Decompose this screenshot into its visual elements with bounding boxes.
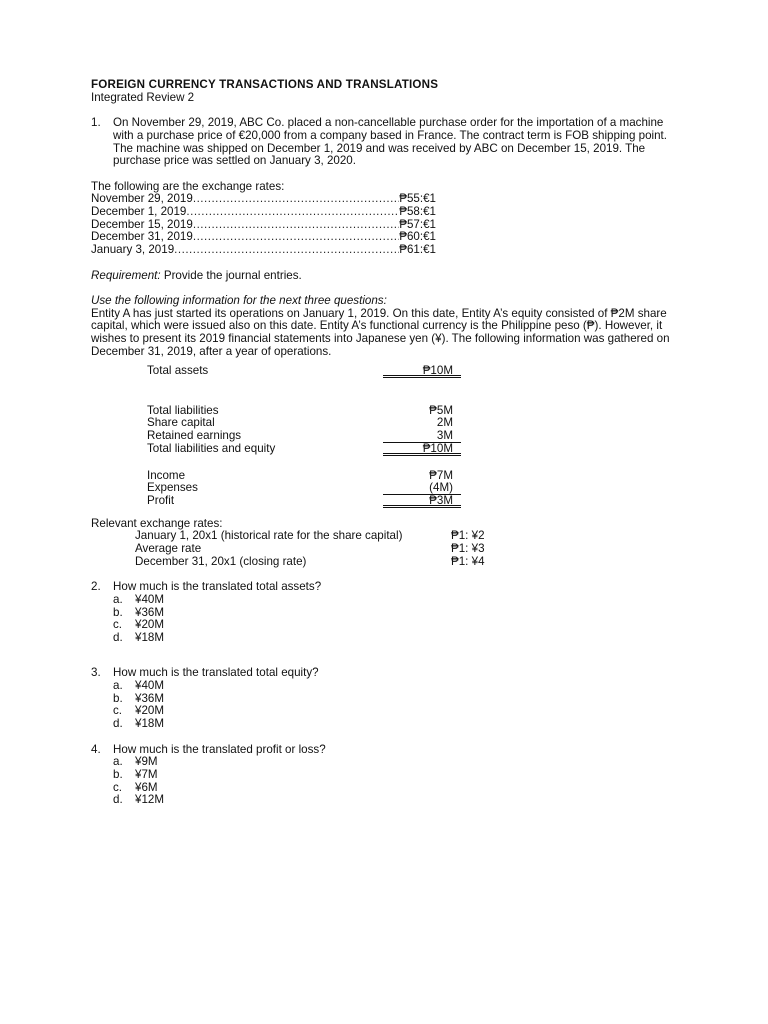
question-text: How much is the translated profit or loss?	[113, 742, 326, 756]
document-subtitle: Integrated Review 2	[91, 90, 195, 104]
dot-leader	[186, 206, 399, 219]
choice-item	[113, 632, 671, 645]
question-4	[91, 744, 671, 757]
question-text: On November 29, 2019, ABC Co. placed a non-cancellable purchase order for the importation of a machine with a purchase price of €20,000 from a company based in France. The contract term is FOB shipping point. The machine was shipped on December 1, 2019 and was received by ABC on December 15, 2019. The purchase price was settled on January 3, 2020.	[113, 116, 667, 168]
exchange-rate-list	[91, 193, 671, 257]
table-row	[147, 430, 461, 443]
choice-item	[113, 794, 671, 807]
table-row	[147, 482, 461, 495]
rate-value: ₱1: ¥2	[451, 529, 485, 543]
rate-date: November 29, 2019	[91, 193, 193, 206]
choice-item	[113, 680, 671, 693]
table-row	[147, 443, 461, 456]
choice-text: ¥18M	[135, 630, 165, 644]
choice-item	[113, 756, 671, 769]
rate-value: ₱1: ¥3	[451, 542, 485, 555]
choice-item	[113, 769, 671, 782]
choice-text: ¥20M	[135, 618, 165, 632]
choice-item	[113, 594, 671, 607]
document-title: FOREIGN CURRENCY TRANSACTIONS AND TRANSLATIONS	[91, 78, 439, 91]
rate-label: January 1, 20x1 (historical rate for the share capital)	[135, 529, 403, 543]
question-2	[91, 581, 671, 594]
row-label: Total liabilities	[147, 403, 219, 417]
rate-date: January 3, 2019	[91, 244, 175, 257]
choice-letter: d.	[113, 717, 123, 731]
question-number: 1.	[91, 116, 101, 130]
row-value: ₱7M	[429, 468, 453, 482]
requirement-label: Requirement:	[91, 268, 161, 282]
rate-value: ₱55:€1	[399, 193, 436, 206]
choice-item	[113, 619, 671, 632]
question-3	[91, 667, 671, 680]
document-page	[91, 79, 671, 807]
choice-letter: d.	[113, 793, 123, 807]
row-label: Share capital	[147, 416, 215, 430]
question-text: How much is the translated total assets?	[113, 580, 322, 594]
dot-leader	[193, 193, 399, 206]
choice-letter: a.	[113, 592, 123, 606]
question-text: How much is the translated total equity?	[113, 666, 319, 680]
choice-text: ¥7M	[135, 767, 158, 781]
choice-text: ¥40M	[135, 592, 165, 606]
choice-letter: a.	[113, 679, 123, 692]
choice-item	[113, 693, 671, 706]
question-number: 2.	[91, 580, 101, 594]
choice-text: ¥20M	[135, 704, 165, 718]
choice-text: ¥40M	[135, 679, 165, 692]
requirement-text: Provide the journal entries.	[160, 268, 302, 282]
rate-row	[91, 219, 436, 232]
row-value: 2M	[436, 416, 453, 430]
list-item	[135, 556, 671, 569]
rate-date: December 15, 2019	[91, 218, 193, 231]
dot-leader	[174, 244, 399, 257]
row-value: ₱10M	[383, 365, 461, 378]
rate-row	[91, 244, 436, 257]
rate-value: ₱1: ¥4	[451, 554, 485, 568]
info-heading: Use the following information for the next three questions:	[91, 293, 387, 307]
financial-summary-table	[147, 365, 461, 507]
list-item	[135, 530, 671, 543]
list-item	[135, 543, 671, 556]
rate-label: Average rate	[135, 542, 202, 555]
choice-letter: b.	[113, 691, 123, 705]
row-label: Total assets	[147, 364, 209, 378]
question-number: 3.	[91, 666, 101, 680]
choice-text: ¥36M	[135, 605, 165, 619]
question-1	[91, 117, 671, 168]
dot-leader	[193, 231, 399, 244]
row-label: Income	[147, 468, 186, 482]
answer-choices	[113, 680, 671, 731]
table-row	[147, 365, 461, 378]
table-row	[147, 495, 461, 508]
choice-item	[113, 718, 671, 731]
choice-text: ¥18M	[135, 717, 165, 731]
rate-date: December 1, 2019	[91, 206, 187, 218]
rate-value: ₱61:€1	[399, 244, 436, 257]
choice-letter: a.	[113, 755, 123, 769]
choice-item	[113, 705, 671, 718]
relevant-rates-heading: Relevant exchange rates:	[91, 516, 223, 530]
rate-row	[91, 231, 436, 244]
choice-letter: b.	[113, 767, 123, 781]
choice-text: ¥9M	[135, 755, 158, 769]
choice-item	[113, 607, 671, 620]
rate-row	[91, 193, 436, 206]
row-label: Profit	[147, 493, 175, 507]
choice-letter: c.	[113, 618, 123, 632]
choice-letter: d.	[113, 630, 123, 644]
rate-label: December 31, 20x1 (closing rate)	[135, 554, 307, 568]
choice-text: ¥12M	[135, 793, 165, 807]
rate-row	[91, 206, 436, 219]
row-value: ₱3M	[383, 495, 461, 508]
choice-letter: c.	[113, 780, 123, 794]
choice-text: ¥36M	[135, 691, 165, 705]
choice-letter: c.	[113, 704, 123, 718]
answer-choices	[113, 594, 671, 645]
row-label: Retained earnings	[147, 429, 242, 443]
question-number: 4.	[91, 742, 101, 756]
dot-leader	[193, 219, 399, 232]
row-value: ₱10M	[383, 443, 461, 456]
rate-date: December 31, 2019	[91, 231, 193, 244]
rate-value: ₱57:€1	[399, 218, 436, 231]
info-text: Entity A has just started its operations on January 1, 2019. On this date, Entity A’s equity consisted of ₱2M share capital, which were issued also on this date. Entity A’s functional currency is the Philippine peso (₱). However, it wishes to present its 2019 financial statements into Japanese yen (¥). The following information was gathered on December 31, 2019, after a year of operations.	[91, 306, 670, 358]
choice-letter: b.	[113, 605, 123, 619]
row-value: ₱5M	[429, 403, 453, 417]
rates-intro: The following are the exchange rates:	[91, 179, 285, 193]
requirement	[91, 270, 671, 283]
rate-value: ₱58:€1	[399, 206, 436, 218]
row-value: (4M)	[383, 482, 461, 495]
relevant-rates-list	[135, 530, 671, 568]
choice-text: ¥6M	[135, 780, 158, 794]
choice-item	[113, 782, 671, 795]
row-label: Expenses	[147, 481, 198, 495]
row-label: Total liabilities and equity	[147, 441, 276, 455]
rate-value: ₱60:€1	[399, 231, 436, 244]
answer-choices	[113, 756, 671, 807]
row-value: 3M	[383, 430, 461, 443]
